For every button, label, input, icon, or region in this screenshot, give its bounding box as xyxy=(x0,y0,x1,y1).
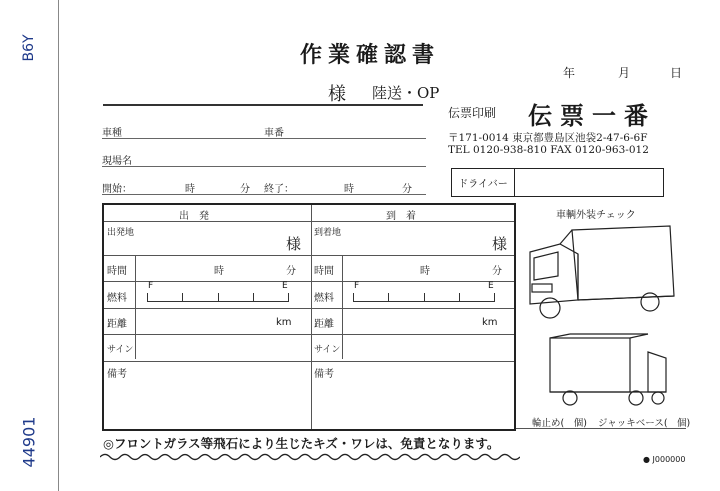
disclaimer-notice: ◎フロントガラス等飛石により生じたキズ・ワレは、免責となります。 xyxy=(103,436,500,451)
arrival-header: 到 着 xyxy=(386,211,416,222)
truck-front-illustration xyxy=(520,220,680,324)
arrival-place-label: 到着地 xyxy=(314,228,342,238)
departure-minute-label: 分 xyxy=(286,266,296,277)
perforation-wave xyxy=(100,452,520,462)
driver-label: ドライバー xyxy=(452,169,515,196)
fuel-empty-label: E xyxy=(282,281,288,291)
departure-fuel-gauge[interactable] xyxy=(147,293,289,302)
date-year-label: 年 xyxy=(563,66,576,80)
arrival-distance-label: 距離 xyxy=(314,319,334,330)
divider xyxy=(104,334,514,335)
time-row[interactable] xyxy=(102,178,426,195)
arrival-time-label: 時間 xyxy=(314,266,334,277)
fuel-empty-label: E xyxy=(488,281,494,291)
departure-sign-label: サイン xyxy=(107,345,134,355)
divider xyxy=(104,361,514,362)
company-label: 伝票印刷 xyxy=(448,106,497,120)
departure-fuel-label: 燃料 xyxy=(107,293,127,304)
end-label: 終了： xyxy=(264,184,294,195)
arrival-fuel-label: 燃料 xyxy=(314,293,334,304)
inspection-bottom-line xyxy=(516,428,686,429)
arrival-honorific: 様 xyxy=(492,235,508,253)
departure-remarks-label: 備考 xyxy=(107,369,127,380)
inspection-title: 車輌外装チェック xyxy=(556,210,636,221)
departure-distance-label: 距離 xyxy=(107,319,127,330)
page-title: 作業確認書 xyxy=(300,42,441,68)
divider xyxy=(104,308,514,309)
divider xyxy=(135,255,136,359)
divider xyxy=(104,221,514,222)
vehicle-row[interactable] xyxy=(102,122,426,139)
site-name-label: 現場名 xyxy=(102,156,132,167)
divider xyxy=(104,281,514,282)
departure-place-label: 出発地 xyxy=(107,228,135,238)
left-stub xyxy=(0,0,59,491)
wheel-chock-label: 輪止め( 個) xyxy=(532,418,587,429)
form-size-label: B6Y xyxy=(21,34,37,62)
company-brand: 伝票一番 xyxy=(528,101,656,130)
fuel-full-label: F xyxy=(148,281,154,291)
company-address: 〒171-0014 東京都豊島区池袋2-47-6-6F xyxy=(448,132,648,144)
departure-hour-label: 時 xyxy=(214,266,224,277)
site-row[interactable] xyxy=(102,150,426,167)
driver-box[interactable] xyxy=(451,168,664,197)
departure-honorific: 様 xyxy=(286,235,302,253)
vehicle-number-label: 車番 xyxy=(264,128,284,139)
divider xyxy=(311,205,312,429)
company-tel: TEL 0120-938-810 FAX 0120-963-012 xyxy=(448,144,649,156)
arrival-sign-label: サイン xyxy=(314,345,341,355)
start-minute-label: 分 xyxy=(240,184,250,195)
customer-name-line[interactable] xyxy=(103,104,423,106)
arrival-km-unit: km xyxy=(482,317,498,328)
start-label: 開始： xyxy=(102,184,132,195)
fuel-full-label: F xyxy=(354,281,360,291)
vehicle-type-label: 車種 xyxy=(102,128,122,139)
subtitle: 陸送・OP xyxy=(372,84,440,102)
customer-honorific: 様 xyxy=(328,84,346,105)
arrival-minute-label: 分 xyxy=(492,266,502,277)
departure-time-label: 時間 xyxy=(107,266,127,277)
departure-km-unit: km xyxy=(276,317,292,328)
end-hour-label: 時 xyxy=(344,184,354,195)
form-code: ● J000000 xyxy=(643,455,686,464)
divider xyxy=(104,255,514,256)
truck-rear-illustration xyxy=(540,332,680,410)
divider xyxy=(342,255,343,359)
jack-base-label: ジャッキベース( 個) xyxy=(598,418,691,429)
form-number: 44901 xyxy=(19,416,39,468)
start-hour-label: 時 xyxy=(185,184,195,195)
arrival-fuel-gauge[interactable] xyxy=(353,293,495,302)
date-month-label: 月 xyxy=(618,66,631,80)
departure-header: 出 発 xyxy=(179,211,209,222)
arrival-remarks-label: 備考 xyxy=(314,369,334,380)
arrival-hour-label: 時 xyxy=(420,266,430,277)
date-day-label: 日 xyxy=(670,66,683,80)
end-minute-label: 分 xyxy=(402,184,412,195)
transport-table xyxy=(102,203,516,431)
